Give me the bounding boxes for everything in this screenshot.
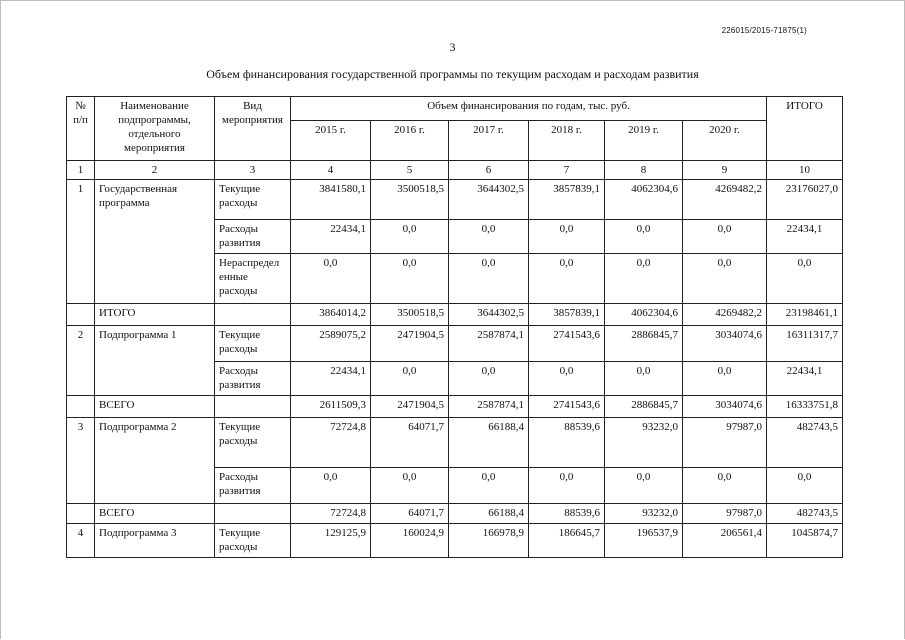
column-number: 1 (67, 161, 95, 180)
value-cell: 4062304,6 (605, 180, 683, 220)
value-cell: 196537,9 (605, 524, 683, 558)
value-cell: 0,0 (449, 468, 529, 504)
row-type: Расходы развития (215, 468, 291, 504)
value-cell: 88539,6 (529, 418, 605, 468)
row-num: 4 (67, 524, 95, 558)
value-cell: 72724,8 (291, 418, 371, 468)
value-cell: 3500518,5 (371, 304, 449, 326)
value-cell: 0,0 (605, 220, 683, 254)
value-cell: 22434,1 (291, 362, 371, 396)
value-cell: 0,0 (683, 220, 767, 254)
row-num: 2 (67, 326, 95, 396)
table-row (67, 180, 843, 220)
value-cell: 3644302,5 (449, 304, 529, 326)
value-cell: 2587874,1 (449, 326, 529, 362)
row-name: Государственная программа (95, 180, 215, 304)
table-row (67, 396, 843, 418)
value-cell: 97987,0 (683, 418, 767, 468)
value-cell: 2886845,7 (605, 396, 683, 418)
header-name: Наименование подпрограммы, отдельного мероприятия (95, 97, 215, 161)
row-type: Текущие расходы (215, 326, 291, 362)
column-number: 10 (767, 161, 843, 180)
row-type: Нераспредел енные расходы (215, 254, 291, 304)
value-cell: 0,0 (449, 220, 529, 254)
value-cell: 0,0 (449, 254, 529, 304)
row-type: Расходы развития (215, 220, 291, 254)
header-year: 2018 г. (529, 121, 605, 161)
total-cell: 16333751,8 (767, 396, 843, 418)
value-cell: 2886845,7 (605, 326, 683, 362)
column-number: 7 (529, 161, 605, 180)
total-cell: 22434,1 (767, 220, 843, 254)
document-id: 226015/2015-71875(1) (721, 26, 807, 35)
table-row (67, 304, 843, 326)
value-cell: 4269482,2 (683, 180, 767, 220)
total-cell: 1045874,7 (767, 524, 843, 558)
value-cell: 0,0 (605, 254, 683, 304)
value-cell: 2587874,1 (449, 396, 529, 418)
value-cell: 3034074,6 (683, 326, 767, 362)
value-cell: 0,0 (529, 254, 605, 304)
value-cell: 93232,0 (605, 504, 683, 524)
value-cell: 2741543,6 (529, 396, 605, 418)
column-number: 5 (371, 161, 449, 180)
page-number: 3 (449, 40, 456, 54)
row-name: Подпрограмма 2 (95, 418, 215, 504)
header-total: ИТОГО (767, 97, 843, 161)
value-cell: 2741543,6 (529, 326, 605, 362)
row-name: Подпрограмма 1 (95, 326, 215, 396)
header-year: 2020 г. (683, 121, 767, 161)
value-cell: 3857839,1 (529, 304, 605, 326)
row-type: Текущие расходы (215, 180, 291, 220)
header-type: Вид мероприятия (215, 97, 291, 161)
row-num: 3 (67, 418, 95, 504)
value-cell: 3500518,5 (371, 180, 449, 220)
total-cell: 23198461,1 (767, 304, 843, 326)
value-cell: 3864014,2 (291, 304, 371, 326)
row-type: Текущие расходы (215, 524, 291, 558)
value-cell: 66188,4 (449, 504, 529, 524)
value-cell: 0,0 (371, 254, 449, 304)
value-cell: 3841580,1 (291, 180, 371, 220)
value-cell: 0,0 (371, 468, 449, 504)
value-cell: 0,0 (605, 468, 683, 504)
value-cell: 2589075,2 (291, 326, 371, 362)
value-cell: 88539,6 (529, 504, 605, 524)
value-cell: 206561,4 (683, 524, 767, 558)
table-row (67, 524, 843, 558)
column-number: 9 (683, 161, 767, 180)
row-name: ВСЕГО (95, 396, 215, 418)
value-cell: 2611509,3 (291, 396, 371, 418)
row-type: Текущие расходы (215, 418, 291, 468)
value-cell: 0,0 (529, 220, 605, 254)
value-cell: 0,0 (683, 468, 767, 504)
header-year: 2015 г. (291, 121, 371, 161)
value-cell: 97987,0 (683, 504, 767, 524)
value-cell: 3644302,5 (449, 180, 529, 220)
value-cell: 0,0 (371, 220, 449, 254)
total-cell: 22434,1 (767, 362, 843, 396)
value-cell: 0,0 (529, 468, 605, 504)
total-cell: 23176027,0 (767, 180, 843, 220)
value-cell: 3034074,6 (683, 396, 767, 418)
value-cell: 64071,7 (371, 504, 449, 524)
value-cell: 22434,1 (291, 220, 371, 254)
value-cell: 0,0 (449, 362, 529, 396)
total-cell: 482743,5 (767, 418, 843, 468)
value-cell: 3857839,1 (529, 180, 605, 220)
header-num: № п/п (67, 97, 95, 161)
value-cell: 166978,9 (449, 524, 529, 558)
row-name: ИТОГО (95, 304, 215, 326)
total-cell: 0,0 (767, 468, 843, 504)
value-cell: 0,0 (371, 362, 449, 396)
value-cell: 0,0 (605, 362, 683, 396)
value-cell: 160024,9 (371, 524, 449, 558)
header-year: 2017 г. (449, 121, 529, 161)
row-name: Подпрограмма 3 (95, 524, 215, 558)
column-number: 2 (95, 161, 215, 180)
header-volume: Объем финансирования по годам, тыс. руб. (291, 97, 767, 121)
value-cell: 2471904,5 (371, 396, 449, 418)
value-cell: 0,0 (291, 254, 371, 304)
column-number: 6 (449, 161, 529, 180)
value-cell: 0,0 (291, 468, 371, 504)
value-cell: 93232,0 (605, 418, 683, 468)
total-cell: 16311317,7 (767, 326, 843, 362)
financing-table (66, 96, 843, 558)
table-row (67, 326, 843, 362)
value-cell: 0,0 (683, 254, 767, 304)
column-number: 3 (215, 161, 291, 180)
row-num: 1 (67, 180, 95, 304)
total-cell: 482743,5 (767, 504, 843, 524)
value-cell: 0,0 (683, 362, 767, 396)
value-cell: 2471904,5 (371, 326, 449, 362)
row-type: Расходы развития (215, 362, 291, 396)
value-cell: 72724,8 (291, 504, 371, 524)
column-number: 8 (605, 161, 683, 180)
table-row (67, 504, 843, 524)
value-cell: 186645,7 (529, 524, 605, 558)
value-cell: 4062304,6 (605, 304, 683, 326)
value-cell: 66188,4 (449, 418, 529, 468)
column-number: 4 (291, 161, 371, 180)
value-cell: 0,0 (529, 362, 605, 396)
row-name: ВСЕГО (95, 504, 215, 524)
total-cell: 0,0 (767, 254, 843, 304)
table-title: Объем финансирования государственной программы по текущим расходам и расходам развития (206, 67, 699, 81)
header-year: 2019 г. (605, 121, 683, 161)
table-row (67, 418, 843, 468)
header-year: 2016 г. (371, 121, 449, 161)
value-cell: 4269482,2 (683, 304, 767, 326)
value-cell: 64071,7 (371, 418, 449, 468)
value-cell: 129125,9 (291, 524, 371, 558)
